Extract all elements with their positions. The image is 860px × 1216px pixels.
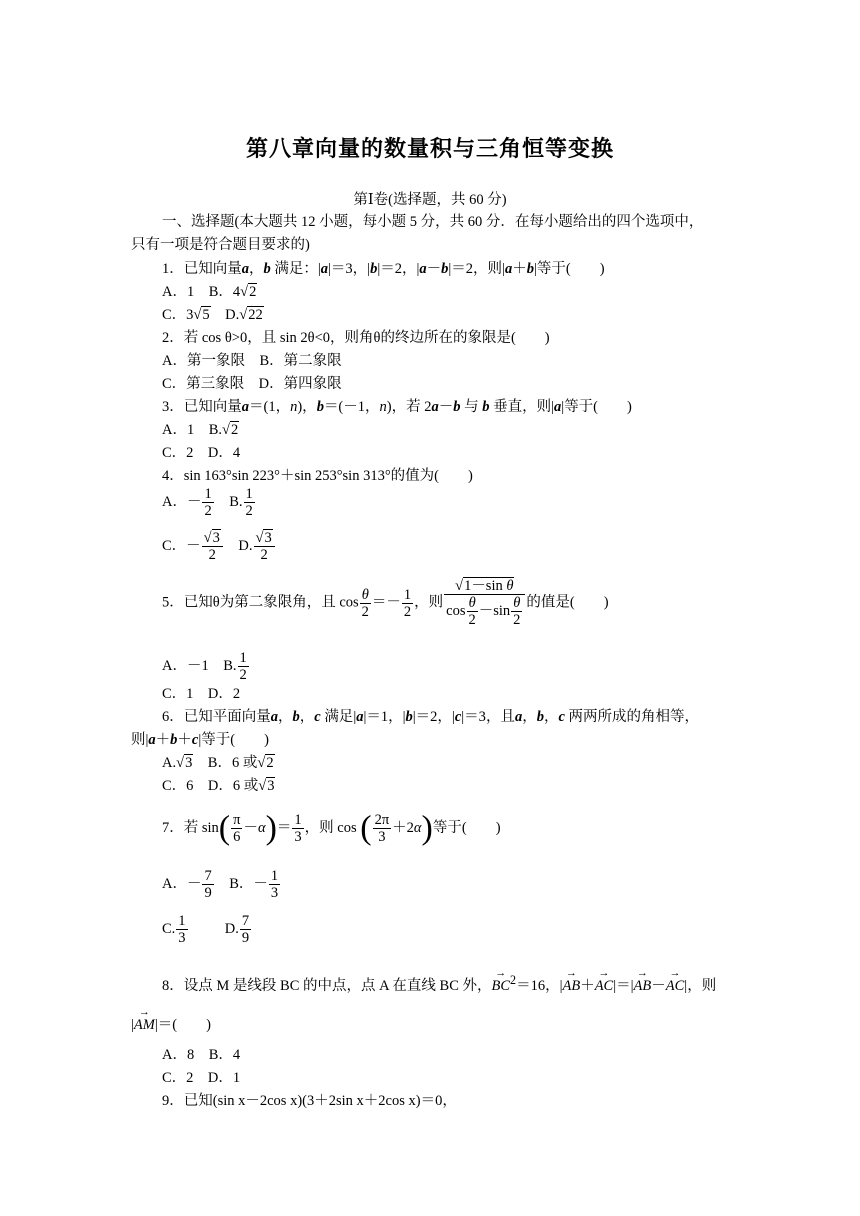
q8-options-ab: A．8 B．4 [162, 1047, 241, 1063]
section-heading: 第Ⅰ卷(选择题，共 60 分) [353, 192, 507, 208]
q8-options-cd: C．2 D．1 [162, 1070, 241, 1086]
question-6: 6．已知平面向量a，b，c 满足|a|＝1，|b|＝2，|c|＝3，且a，b，c 两两所成的角相等， [162, 709, 699, 725]
q3-options-cd: C．2 D．4 [162, 445, 241, 461]
intro-line-2: 只有一项是符合题目要求的) [131, 237, 310, 253]
q2-options-ab: A．第一象限 B．第二象限 [162, 353, 342, 369]
q1-options-ab: A．1 B．4√2 [162, 284, 257, 300]
q4-options-cd: C．－ $\frac{√3}{2}$ D. $\frac{√3}{2}$ [162, 530, 276, 563]
page-title: 第八章向量的数量积与三角恒等变换 [245, 137, 614, 162]
q4-options-ab: A．－ $\frac{1}{2}$ B. $\frac{1}{2}$ [162, 486, 253, 519]
question-6-line-2: 则|a＋b＋c|等于( ) [131, 732, 269, 748]
question-2: 2．若 cos θ>0，且 sin 2θ<0，则角θ的终边所在的象限是( ) [162, 330, 550, 346]
q6-options-ab: A.√3 B．6 或√2 [162, 755, 274, 771]
q5-options-ab: A．－1 B. $\frac{1}{2}$ [162, 650, 247, 683]
question-8-line-2: |→ AM|＝( ) [131, 1015, 211, 1035]
question-4: 4．sin 163°sin 223°＋sin 253°sin 313°的值为( ) [162, 468, 473, 484]
question-9: 9．已知(sin x－2cos x)(3＋2sin x＋2cos x)＝0， [162, 1093, 457, 1109]
intro-line-1: 一、选择题(本大题共 12 小题，每小题 5 分，共 60 分．在每小题给出的四个选项中， [162, 214, 704, 230]
question-8: 8．设点 M 是线段 BC 的中点，点 A 在直线 BC 外，→ $BC^2=16$，|→ AB＋→ AC|＝|→ AB－→ AC|，则 [162, 970, 716, 996]
question-3: 3．已知向量a＝(1，n)，b＝(－1，n)，若 2a－b 与 b 垂直，则|a|等于( ) [162, 399, 632, 415]
q5-options-cd: C．1 D．2 [162, 686, 241, 702]
q2-options-cd: C．第三象限 D．第四象限 [162, 376, 342, 392]
question-5: 5．已知θ为第二象限角，且 cos $\frac{\theta}{2}$ ＝－ $\frac{1}{2}$ ，则 √1－sin θ cos $\frac{\theta}{2}$ －sin $\frac{\theta}{2}$ 的值是( ) [162, 578, 609, 628]
q7-options-ab: A．－ $\frac{7}{9}$ B．－ $\frac{1}{3}$ [162, 868, 279, 901]
q6-options-cd: C．6 D．6 或√3 [162, 778, 275, 794]
q1-options-cd: C．3√5 D.√22 [162, 307, 263, 323]
question-7: 7．若 sin( $\frac{\pi}{6}$ －α)＝ $\frac{1}{3}$ ，则 cos ( $\frac{2\pi}{3}$ ＋2α)等于( ) [162, 809, 501, 847]
question-1: 1．已知向量a，b 满足：|a|＝3，|b|＝2，|a－b|＝2，则|a＋b|等于( ) [162, 261, 605, 277]
q7-options-cd: C. $\frac{1}{3}$ D. $\frac{7}{9}$ [162, 913, 250, 946]
q3-options-ab: A．1 B.√2 [162, 422, 239, 438]
